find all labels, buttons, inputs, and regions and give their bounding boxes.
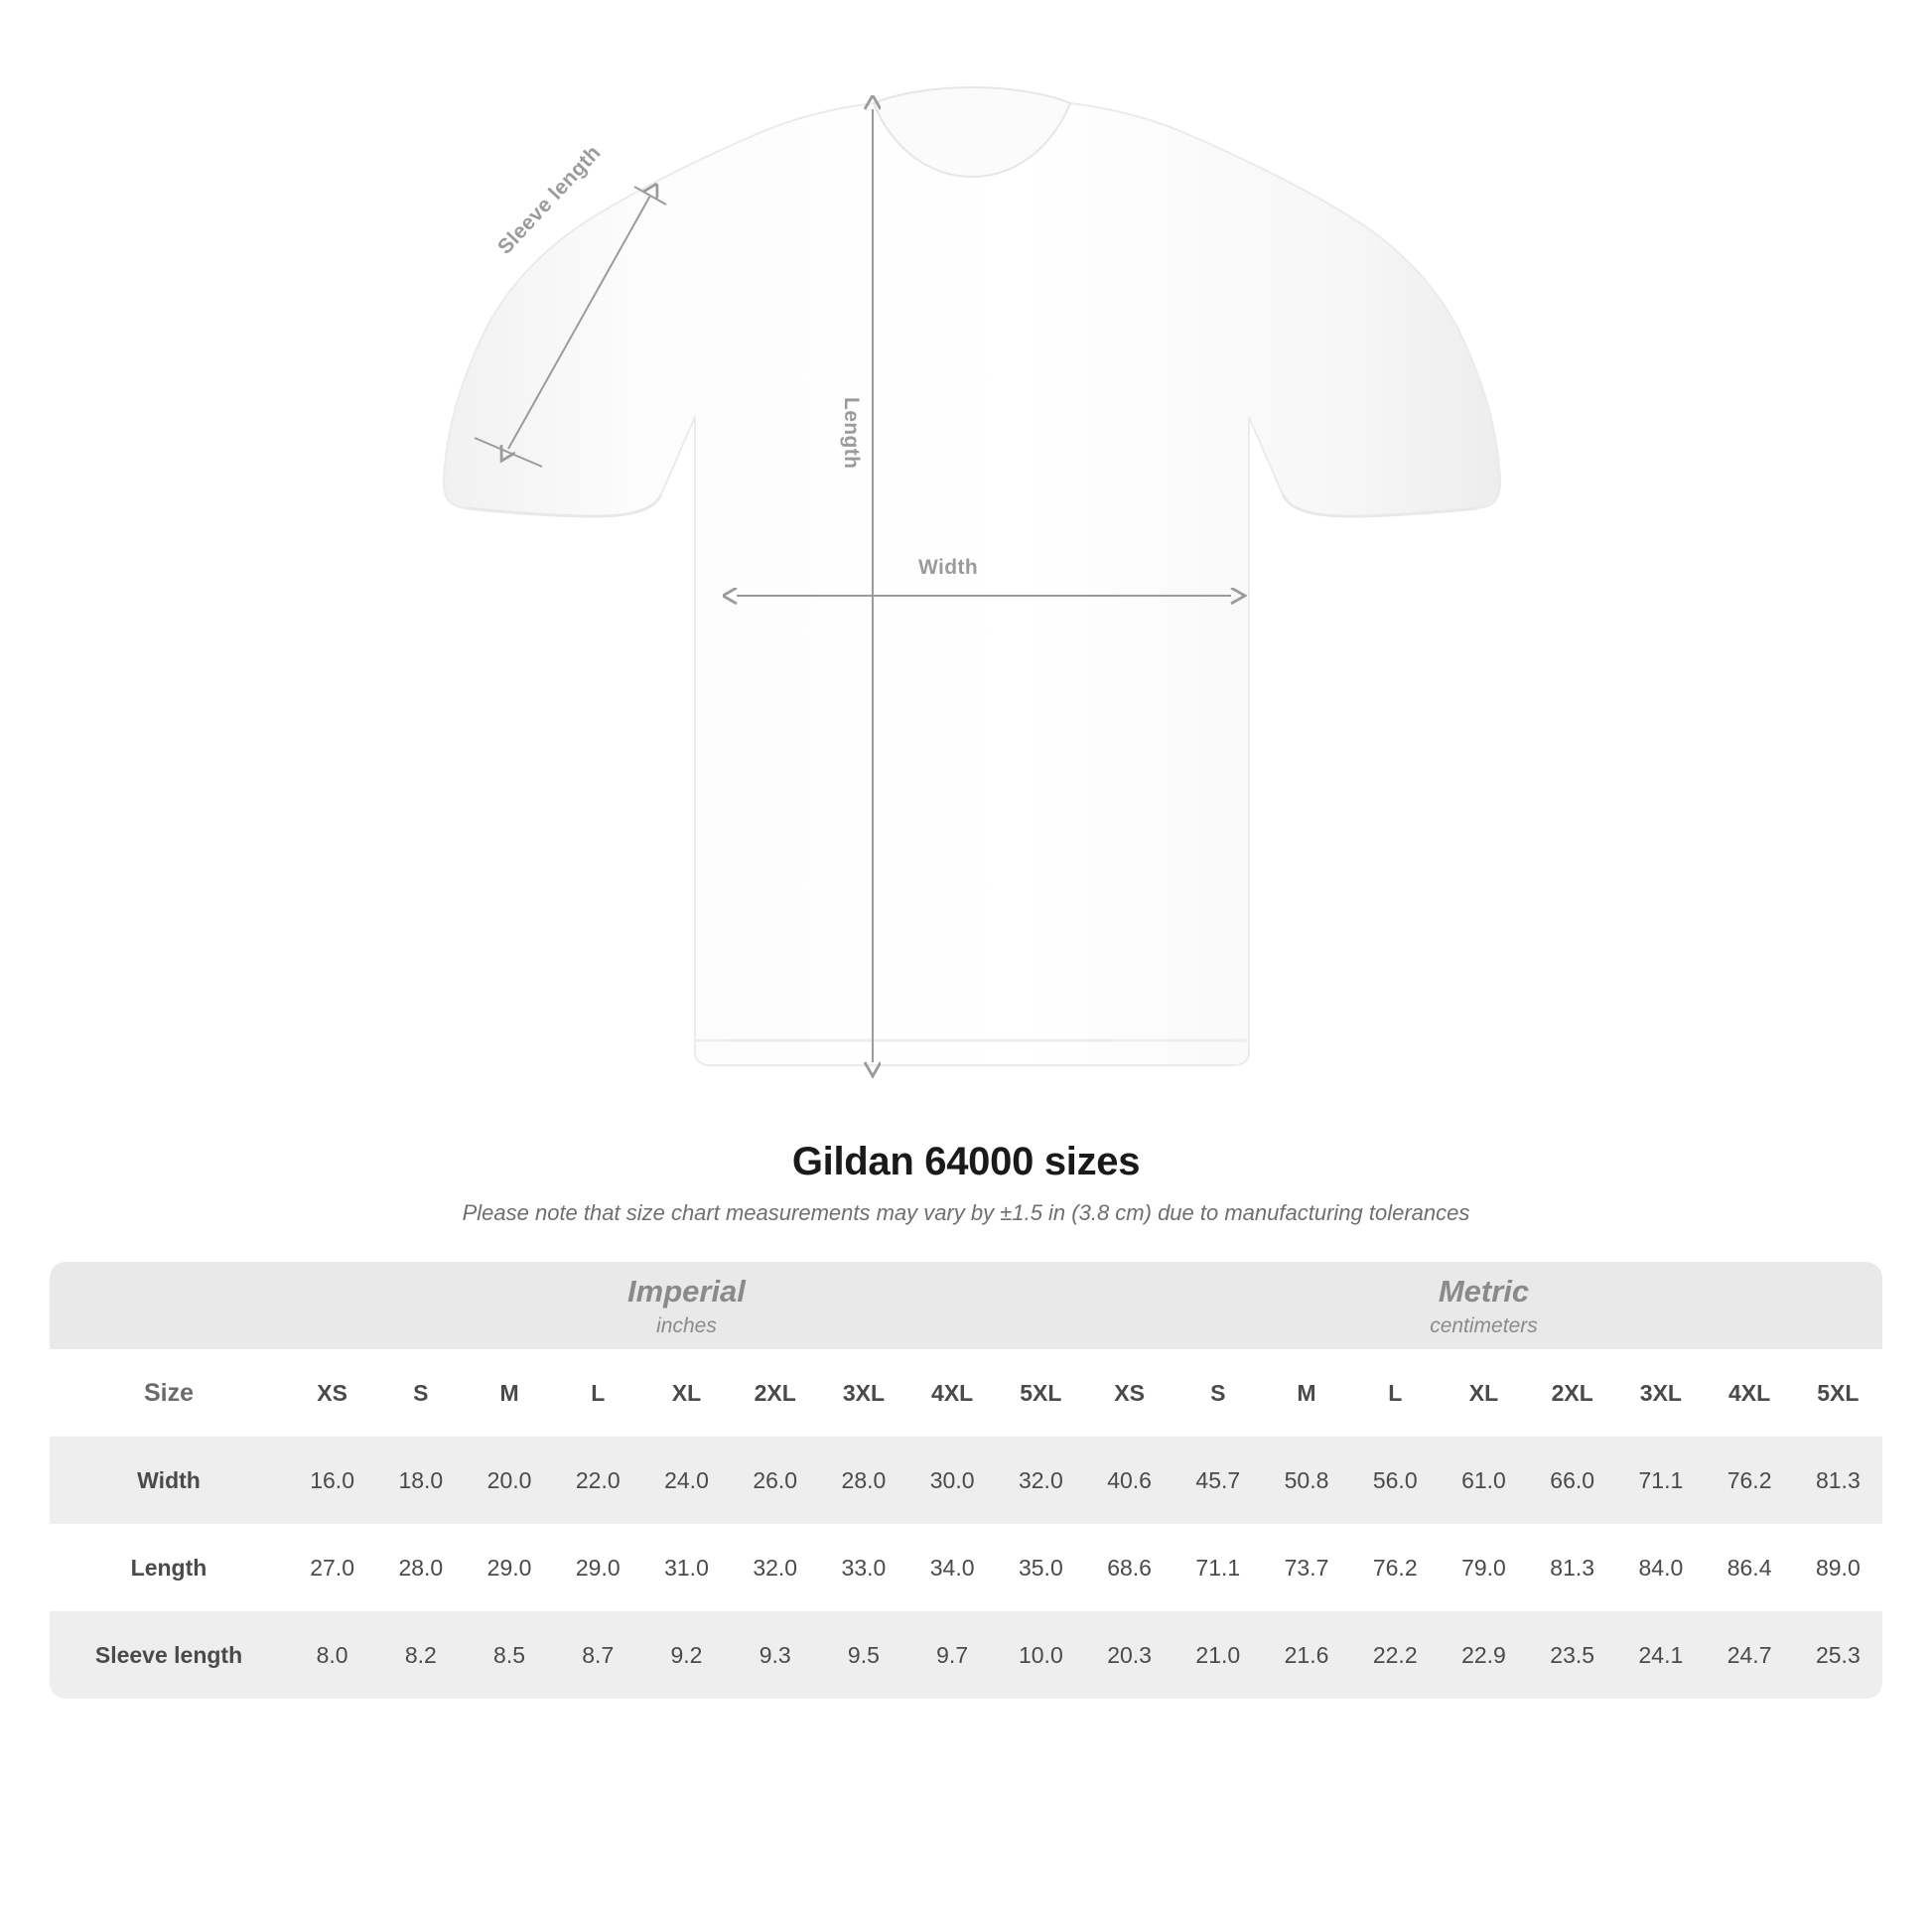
size-header-cell: 4XL <box>1706 1349 1794 1437</box>
cell: 10.0 <box>997 1611 1085 1699</box>
size-header-cell: XS <box>288 1349 376 1437</box>
width-label: Width <box>918 556 979 579</box>
cell: 35.0 <box>997 1524 1085 1611</box>
row-label-length: Length <box>50 1524 288 1611</box>
cell: 61.0 <box>1440 1437 1528 1524</box>
cell: 20.3 <box>1085 1611 1173 1699</box>
cell: 21.0 <box>1173 1611 1262 1699</box>
sleeve-length-label: Sleeve length <box>493 141 606 259</box>
size-table <box>50 1262 1882 1699</box>
cell: 45.7 <box>1173 1437 1262 1524</box>
cell: 22.0 <box>554 1437 642 1524</box>
size-header-cell: M <box>1262 1349 1350 1437</box>
cell: 76.2 <box>1351 1524 1440 1611</box>
cell: 18.0 <box>376 1437 465 1524</box>
size-table-wrapper <box>50 1262 1882 1699</box>
size-header-cell: S <box>376 1349 465 1437</box>
cell: 30.0 <box>908 1437 997 1524</box>
row-label-sleeve-length: Sleeve length <box>50 1611 288 1699</box>
cell: 31.0 <box>642 1524 731 1611</box>
cell: 32.0 <box>997 1437 1085 1524</box>
cell: 29.0 <box>465 1524 553 1611</box>
cell: 79.0 <box>1440 1524 1528 1611</box>
metric-unit: centimeters <box>1430 1314 1538 1338</box>
size-header-cell: XS <box>1085 1349 1173 1437</box>
cell: 76.2 <box>1706 1437 1794 1524</box>
size-header-cell: 3XL <box>819 1349 907 1437</box>
unit-system-row <box>50 1262 1882 1349</box>
unit-system-imperial <box>288 1262 1085 1349</box>
cell: 71.1 <box>1616 1437 1705 1524</box>
cell: 34.0 <box>908 1524 997 1611</box>
size-header-cell: S <box>1173 1349 1262 1437</box>
table-row <box>50 1611 1882 1699</box>
size-header-cell: L <box>554 1349 642 1437</box>
cell: 84.0 <box>1616 1524 1705 1611</box>
cell: 24.1 <box>1616 1611 1705 1699</box>
cell: 28.0 <box>819 1437 907 1524</box>
cell: 24.7 <box>1706 1611 1794 1699</box>
title-block <box>0 1140 1932 1226</box>
cell: 81.3 <box>1528 1524 1616 1611</box>
cell: 86.4 <box>1706 1524 1794 1611</box>
size-header-label: Size <box>50 1349 288 1437</box>
cell: 9.5 <box>819 1611 907 1699</box>
cell: 25.3 <box>1794 1611 1882 1699</box>
cell: 71.1 <box>1173 1524 1262 1611</box>
size-header-cell: 2XL <box>1528 1349 1616 1437</box>
size-header-row <box>50 1349 1882 1437</box>
cell: 28.0 <box>376 1524 465 1611</box>
cell: 56.0 <box>1351 1437 1440 1524</box>
unit-system-metric <box>1085 1262 1882 1349</box>
cell: 23.5 <box>1528 1611 1616 1699</box>
unit-system-corner <box>50 1262 288 1349</box>
cell: 81.3 <box>1794 1437 1882 1524</box>
cell: 29.0 <box>554 1524 642 1611</box>
cell: 32.0 <box>731 1524 819 1611</box>
cell: 9.7 <box>908 1611 997 1699</box>
size-header-cell: L <box>1351 1349 1440 1437</box>
imperial-unit: inches <box>656 1314 717 1338</box>
table-row <box>50 1524 1882 1611</box>
cell: 50.8 <box>1262 1437 1350 1524</box>
size-header-cell: M <box>465 1349 553 1437</box>
imperial-name: Imperial <box>627 1273 746 1309</box>
cell: 40.6 <box>1085 1437 1173 1524</box>
cell: 9.3 <box>731 1611 819 1699</box>
size-header-cell: XL <box>642 1349 731 1437</box>
cell: 26.0 <box>731 1437 819 1524</box>
cell: 16.0 <box>288 1437 376 1524</box>
cell: 9.2 <box>642 1611 731 1699</box>
metric-name: Metric <box>1438 1273 1530 1309</box>
length-label: Length <box>840 397 863 470</box>
cell: 27.0 <box>288 1524 376 1611</box>
size-header-cell: 2XL <box>731 1349 819 1437</box>
size-header-cell: 3XL <box>1616 1349 1705 1437</box>
cell: 89.0 <box>1794 1524 1882 1611</box>
page-title: Gildan 64000 sizes <box>791 1140 1141 1183</box>
tolerance-note: Please note that size chart measurements may vary by ±1.5 in (3.8 cm) due to manufacturing tolerances <box>462 1200 1470 1225</box>
cell: 22.2 <box>1351 1611 1440 1699</box>
cell: 8.7 <box>554 1611 642 1699</box>
size-header-cell: 5XL <box>997 1349 1085 1437</box>
cell: 20.0 <box>465 1437 553 1524</box>
cell: 33.0 <box>819 1524 907 1611</box>
row-label-width: Width <box>50 1437 288 1524</box>
cell: 66.0 <box>1528 1437 1616 1524</box>
cell: 73.7 <box>1262 1524 1350 1611</box>
cell: 68.6 <box>1085 1524 1173 1611</box>
size-header-cell: XL <box>1440 1349 1528 1437</box>
cell: 8.2 <box>376 1611 465 1699</box>
cell: 22.9 <box>1440 1611 1528 1699</box>
table-row <box>50 1437 1882 1524</box>
cell: 21.6 <box>1262 1611 1350 1699</box>
cell: 8.5 <box>465 1611 553 1699</box>
cell: 8.0 <box>288 1611 376 1699</box>
cell: 24.0 <box>642 1437 731 1524</box>
size-header-cell: 5XL <box>1794 1349 1882 1437</box>
size-header-cell: 4XL <box>908 1349 997 1437</box>
